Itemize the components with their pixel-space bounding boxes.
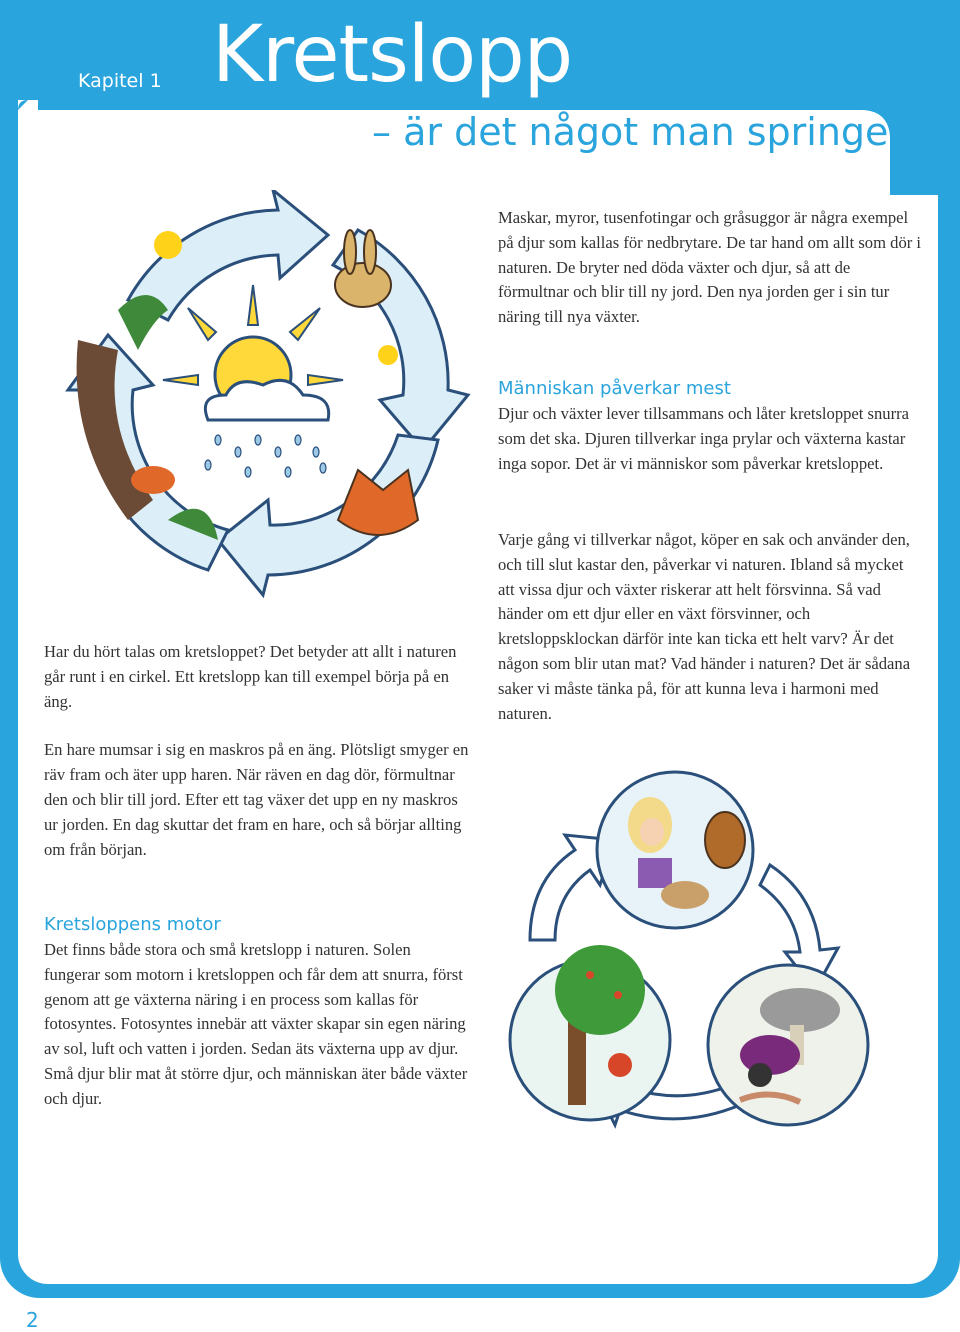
left-intro [44,640,474,862]
section-body: Djur och växter lever tillsammans och låter kretsloppet snurra som det ska. Djuren tillverkar inga prylar och växterna kastar inga sopor. Det är vi människor som påverkar kretsloppet. [498,404,910,473]
rain-icon [205,435,326,477]
chapter-label: Kapitel 1 [78,70,162,92]
food-chain-illustration [470,770,880,1170]
intro-text: Maskar, myror, tusenfotingar och gråsuggor är några exempel på djur som kallas för nedbrytare. De tar hand om allt som dör i naturen. De bryter ned döda växter och djur, så att de förmultnar och blir till ny jord. Den nya jorden ger i sin tur näring till nya växter. [498,208,922,327]
circle-girl-owl [597,772,753,928]
left-para-2: En hare mumsar i sig en maskros på en äng. Plötsligt smyger en räv fram och äter upp haren. När räven en dag dör, förmultnar den och blir till jord. Efter ett tag växer det upp en ny maskros ur jorden. En dag skuttar det fram en hare, och så börjar allting om från början. [44,740,469,859]
section-body-2: Varje gång vi tillverkar något, köper en sak och använder den, och till slut kastar den, påverkar vi naturen. Ibland så mycket att vissa djur och växter riskerar att helt försvinna. Så vad händer om ett djur eller en växt försvinner, och kretsloppsklockan därför inte kan ticka ett helt varv? Är det någon som blir utan mat? Vad händer i naturen? Det är sådana saker vi måste tänka på, för att kunna leva i harmoni med naturen. [498,530,911,723]
left-para-1: Har du hört talas om kretsloppet? Det betyder att allt i naturen går runt i en cirkel. Ett kretslopp kan till exempel börja på en äng. [44,642,457,711]
section-human-impact-2 [498,528,923,726]
motor-body: Det finns både stora och små kretslopp i naturen. Solen fungerar som motorn i kretsloppen och får dem att snurra, först genom att ge växterna näring i en process som kallas för fotosyntes. Fotosyntes innebär att växter skapar sin egen näring av sol, luft och vatten i jorden. Sedan äts växterna upp av djur. Små djur blir mat åt större djur, och människan äter både växter och djur. [44,940,468,1108]
circle-beetle [708,965,868,1125]
cycle-illustration [58,190,478,600]
circle-tree [510,945,670,1120]
intro-paragraph [498,206,923,330]
motor-section [44,912,469,1112]
motor-heading: Kretsloppens motor [44,914,221,935]
dead-animal-icon [131,466,175,494]
section-human-impact [498,376,923,476]
page-subtitle: – är det något man springer? [372,110,925,154]
section-heading: Människan påverkar mest [498,378,731,399]
page-title: Kretslopp [212,10,573,100]
page-number: 2 [26,1308,39,1332]
